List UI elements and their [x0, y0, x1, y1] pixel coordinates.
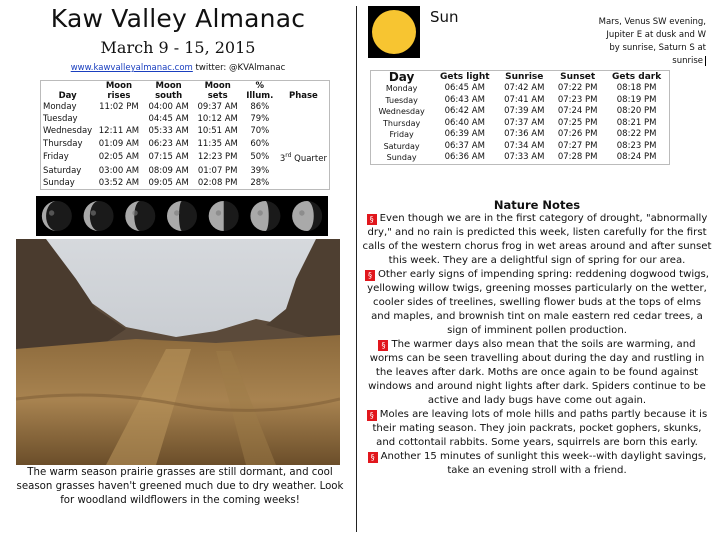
- moon-cell-day: Monday: [43, 102, 77, 112]
- red-bullet-icon: §: [368, 452, 378, 463]
- moon-cell-day: Thursday: [43, 138, 83, 149]
- sun-table-row: [371, 129, 670, 141]
- moon-cell-day: Saturday: [43, 165, 82, 176]
- moon-cell-illum: 79%: [250, 114, 270, 125]
- moon-cell-illum: 39%: [250, 165, 270, 176]
- nature-note: [362, 212, 712, 268]
- nature-note-text: The warmer days also mean that the soils are warming, and worms can be seen travelling about during the day and rustling in the leaves after dark. Moths are once again to be found against windows and around night lights after dark. Spiders continue to be active and lady bugs have come out again.: [368, 339, 706, 406]
- photo-caption: The warm season prairie grasses are still dormant, and cool season grasses haven't greened much due to dry weather. Look for woodland wildflowers in the coming weeks!: [16, 467, 344, 506]
- moon-cell-south: 07:15 AM: [148, 152, 189, 163]
- moon-header-sets: Moon sets: [204, 81, 231, 101]
- sun-cell-day: Saturday: [383, 141, 420, 151]
- moon-cell-rises: 02:05 AM: [98, 152, 140, 163]
- sun-cell-dark: 08:24 PM: [616, 152, 657, 162]
- twitter-handle: twitter: @KVAlmanac: [195, 63, 286, 73]
- sun-header-set: Sunset: [560, 72, 596, 82]
- right-column: [360, 0, 714, 538]
- sun-cell-light: 06:42 AM: [444, 106, 485, 116]
- moon-table-row: [41, 138, 330, 150]
- moon-cell-day: Wednesday: [43, 126, 93, 137]
- planets-line: by sunrise, Saturn S at: [609, 43, 706, 53]
- nature-note-text: Even though we are in the first category of drought, "abnormally dry," and no rain is predicted this week, listen carefully for the first calls of the western chorus frog in wet areas around and after sunset this week. They are a delightful sign of spring for our area.: [362, 213, 712, 266]
- moon-cell-illum: 70%: [250, 126, 270, 137]
- nature-note: [362, 268, 712, 338]
- moon-cell-day: Sunday: [43, 178, 75, 189]
- red-bullet-icon: §: [367, 410, 377, 421]
- sun-cell-set: 07:28 PM: [557, 152, 598, 162]
- sun-table-row: [371, 152, 670, 164]
- sun-header-dark: Gets dark: [611, 72, 662, 82]
- sun-cell-set: 07:26 PM: [557, 129, 598, 139]
- nature-note-text: Another 15 minutes of sunlight this week--with daylight savings, take an evening stroll with a friend.: [380, 451, 707, 476]
- sun-cell-rise: 07:36 AM: [504, 129, 545, 139]
- moon-cell-illum: 50%: [250, 152, 270, 163]
- sun-cell-set: 07:24 PM: [557, 106, 598, 116]
- sun-cell-day: Thursday: [383, 118, 421, 128]
- moon-cell-rises: 03:52 AM: [98, 178, 140, 189]
- sun-cell-day: Tuesday: [385, 95, 418, 105]
- sun-cell-day: Sunday: [386, 153, 417, 162]
- page-title: Kaw Valley Almanac: [50, 4, 306, 33]
- date-range: March 9 - 15, 2015: [100, 38, 256, 57]
- moon-cell-south: 05:33 AM: [148, 126, 189, 137]
- moon-table-row: [41, 177, 330, 190]
- moon-cell-rises: 01:09 AM: [98, 138, 140, 149]
- moon-cell-phase: [278, 125, 330, 137]
- column-divider: [356, 6, 357, 532]
- sun-cell-rise: 07:37 AM: [504, 117, 545, 128]
- moon-header-phase: Phase: [288, 91, 318, 101]
- sun-cell-day: Friday: [389, 130, 414, 139]
- sun-cell-set: 07:27 PM: [557, 140, 598, 151]
- sun-table-row: [371, 141, 670, 153]
- sun-cell-light: 06:37 AM: [444, 140, 485, 151]
- moon-cell-south: 08:09 AM: [148, 165, 189, 176]
- moon-cell-rises: 11:02 PM: [99, 102, 139, 112]
- sun-header-rise: Sunrise: [505, 72, 544, 82]
- red-bullet-icon: §: [367, 214, 377, 225]
- moon-cell-phase: [278, 138, 330, 150]
- nature-notes-title: Nature Notes: [493, 198, 581, 212]
- sun-cell-dark: 08:20 PM: [616, 106, 657, 116]
- moon-cell-phase: [278, 177, 330, 190]
- red-bullet-icon: §: [365, 270, 375, 281]
- moon-phase-icon: [250, 201, 280, 231]
- moon-table-row: [41, 150, 330, 165]
- red-bullet-icon: §: [378, 340, 388, 351]
- moon-cell-south: 04:45 AM: [148, 114, 189, 125]
- sun-cell-rise: 07:39 AM: [504, 106, 545, 116]
- prairie-photo: [16, 239, 340, 465]
- sun-cell-dark: 08:22 PM: [616, 129, 657, 139]
- moon-cell-day: Friday: [43, 152, 69, 163]
- moon-phase-icon: [42, 201, 72, 231]
- nature-notes: [362, 212, 712, 478]
- sun-cell-rise: 07:42 AM: [504, 83, 545, 93]
- moon-cell-rises: [94, 113, 143, 125]
- moon-phase-strip: [36, 196, 328, 236]
- moon-phase-icon: [125, 201, 155, 231]
- planets-note: [566, 16, 706, 68]
- moon-cell-day: Tuesday: [43, 114, 78, 125]
- sun-table-row: [371, 83, 670, 95]
- moon-header-rises: Moon rises: [105, 81, 133, 101]
- nature-note: [362, 450, 712, 478]
- moon-cell-sets: 10:12 AM: [197, 114, 238, 125]
- moon-header-day: Day: [58, 91, 77, 101]
- prairie-photo-image: [16, 239, 340, 465]
- moon-table: [40, 80, 330, 190]
- sun-cell-day: Wednesday: [378, 107, 425, 116]
- moon-cell-illum: 28%: [250, 178, 270, 189]
- moon-table-row: [41, 113, 330, 125]
- moon-phase-icon: [292, 201, 322, 231]
- nature-note: [362, 338, 712, 408]
- moon-phase-icon: [84, 201, 114, 231]
- sun-table-row: [371, 95, 670, 107]
- sun-header-light: Gets light: [439, 72, 490, 82]
- sun-icon: [368, 6, 420, 58]
- sun-cell-light: 06:36 AM: [444, 152, 485, 162]
- moon-cell-south: 04:00 AM: [148, 102, 189, 112]
- sun-table-row: [371, 118, 670, 130]
- sun-header-day: Day: [388, 70, 415, 84]
- moon-cell-sets: 11:35 AM: [197, 138, 238, 149]
- moon-cell-phase: 3rd Quarter: [279, 151, 327, 164]
- moon-cell-south: 06:23 AM: [148, 138, 189, 149]
- planets-line: sunrise: [566, 55, 706, 68]
- moon-cell-rises: 03:00 AM: [98, 165, 140, 176]
- sun-table: [370, 70, 670, 165]
- moon-cell-sets: 12:23 PM: [197, 152, 238, 163]
- web-line: [0, 63, 356, 73]
- website-link[interactable]: www.kawvalleyalmanac.com: [70, 63, 193, 73]
- sun-cell-dark: 08:18 PM: [616, 83, 657, 93]
- sun-cell-rise: 07:34 AM: [504, 140, 545, 151]
- sun-cell-dark: 08:21 PM: [616, 117, 657, 128]
- moon-cell-south: 09:05 AM: [148, 178, 189, 189]
- sun-table-row: [371, 106, 670, 118]
- sun-cell-light: 06:43 AM: [444, 94, 485, 105]
- sun-cell-set: 07:22 PM: [557, 83, 598, 93]
- moon-cell-phase: [278, 101, 330, 113]
- nature-note: [362, 408, 712, 450]
- sun-cell-light: 06:40 AM: [444, 117, 485, 128]
- sun-title: Sun: [430, 8, 459, 26]
- moon-header-south: Moon south: [155, 81, 183, 101]
- moon-table-row: [41, 165, 330, 177]
- moon-phase-icon: [167, 201, 197, 231]
- sun-cell-dark: 08:23 PM: [616, 140, 657, 151]
- sun-cell-light: 06:45 AM: [444, 83, 485, 93]
- moon-cell-sets: 02:08 PM: [197, 178, 238, 189]
- moon-cell-illum: 86%: [250, 102, 270, 112]
- moon-cell-sets: 09:37 AM: [197, 102, 238, 112]
- moon-cell-rises: 12:11 AM: [98, 126, 140, 137]
- sun-cell-set: 07:25 PM: [557, 117, 598, 128]
- moon-cell-sets: 10:51 AM: [197, 126, 238, 137]
- nature-note-text: Moles are leaving lots of mole hills and paths partly because it is their mating season. They join packrats, pocket gophers, skunks, and cottontail rabbits. Some years, squirrels are born this early.: [372, 409, 708, 448]
- nature-note-text: Other early signs of impending spring: reddening dogwood twigs, yellowing willow twigs, greening mosses particularly on the wetter, cooler sides of treelines, swelling flower buds at the tops of elms and maples, and brownish tint on male eastern red cedar trees, a sign of imminent pollen production.: [367, 269, 710, 336]
- moon-cell-illum: 60%: [250, 138, 270, 149]
- sun-cell-dark: 08:19 PM: [616, 94, 657, 105]
- moon-phase-svg: [36, 196, 328, 236]
- sun-cell-light: 06:39 AM: [444, 129, 485, 139]
- sun-cell-rise: 07:33 AM: [504, 152, 545, 162]
- text-cursor: [705, 56, 706, 66]
- moon-cell-sets: 01:07 PM: [197, 165, 238, 176]
- sun-cell-set: 07:23 PM: [557, 94, 598, 105]
- moon-cell-phase: [278, 113, 330, 125]
- left-column: [0, 0, 356, 538]
- moon-cell-phase: [278, 165, 330, 177]
- sun-cell-day: Monday: [385, 84, 418, 93]
- planets-line: Jupiter E at dusk and W: [606, 30, 706, 40]
- moon-table-row: [41, 125, 330, 137]
- moon-table-row: [41, 101, 330, 113]
- moon-phase-icon: [209, 201, 239, 231]
- moon-header-illum: % Illum.: [246, 81, 274, 101]
- sun-cell-rise: 07:41 AM: [504, 94, 545, 105]
- planets-line: Mars, Venus SW evening,: [598, 17, 706, 27]
